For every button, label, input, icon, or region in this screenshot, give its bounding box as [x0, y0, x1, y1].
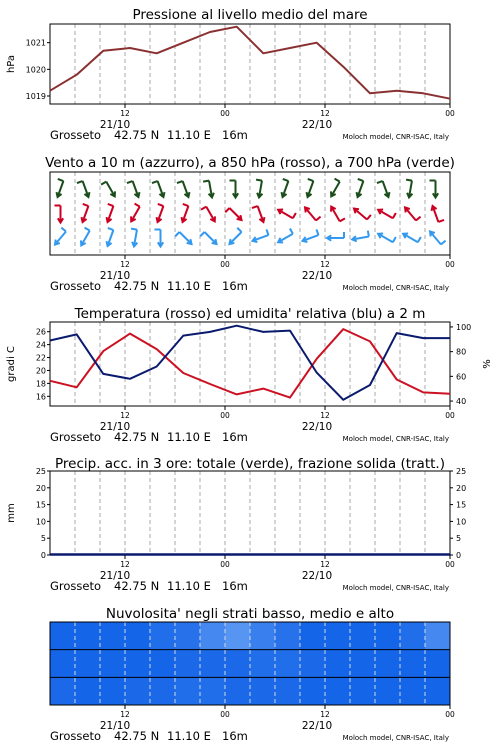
- wind-feather: [152, 181, 158, 183]
- y-axis-label: gradi C: [6, 346, 17, 382]
- cloud-cell-medio: [100, 650, 126, 678]
- y-tick-label: 1020: [25, 65, 46, 75]
- day-label: 22/10: [301, 119, 333, 131]
- wind-feather: [308, 179, 314, 181]
- wind-barb-10m: [378, 234, 396, 243]
- wind-barb-700: [331, 179, 340, 197]
- wind-barb-10m: [303, 229, 319, 242]
- wind-barb-850: [55, 206, 64, 223]
- wind-shaft: [430, 231, 441, 244]
- time-tick-label: 12: [320, 411, 330, 420]
- time-tick-label: 00: [220, 260, 230, 269]
- wind-feather: [266, 229, 268, 235]
- wind-feather: [135, 204, 140, 207]
- location-lon: 11.10 E: [167, 729, 211, 743]
- cloud-cell-alto: [425, 622, 451, 650]
- wind-shaft: [179, 232, 191, 244]
- wind-barb-10m: [55, 228, 66, 245]
- y-axis-label-right: %: [482, 359, 493, 369]
- cloud-cell-alto: [100, 622, 126, 650]
- time-tick-label: 00: [445, 411, 455, 420]
- wind-barb-850: [405, 207, 421, 220]
- model-credit: Moloch model, CNR-ISAC, Italy: [342, 435, 449, 443]
- wind-shaft: [204, 232, 216, 244]
- wind-feather: [131, 229, 137, 230]
- location-elev: 16m: [222, 729, 248, 743]
- cloud-cell-basso: [425, 677, 451, 705]
- cloud-cell-alto: [350, 622, 376, 650]
- cloud-cell-basso: [375, 677, 401, 705]
- y-tick-label: 16: [35, 392, 46, 402]
- wind-barb-850: [331, 207, 345, 222]
- model-credit: Moloch model, CNR-ISAC, Italy: [342, 133, 449, 141]
- wind-feather: [340, 218, 345, 221]
- cloud-cell-basso: [350, 677, 376, 705]
- y-tick-label: 15: [456, 500, 467, 510]
- day-label: 21/10: [99, 119, 131, 131]
- cloud-cell-alto: [125, 622, 151, 650]
- location-elev: 16m: [222, 579, 248, 593]
- wind-barb-10m: [81, 228, 90, 246]
- location-lat: 42.75 N: [114, 279, 160, 293]
- wind-barb-700: [127, 181, 140, 197]
- cloud-cell-alto: [200, 622, 226, 650]
- location-lat: 42.75 N: [114, 430, 160, 444]
- model-credit: Moloch model, CNR-ISAC, Italy: [342, 284, 449, 292]
- wind-barb-10m: [403, 234, 421, 243]
- cloud-cell-basso: [400, 677, 426, 705]
- wind-barb-700: [357, 179, 364, 197]
- wind-barb-700: [377, 181, 390, 197]
- wind-feather: [368, 231, 369, 237]
- cloud-cell-basso: [225, 677, 251, 705]
- wind-barb-10m: [200, 232, 216, 244]
- wind-barb-850: [278, 210, 296, 219]
- day-label: 22/10: [301, 270, 333, 282]
- time-tick-label: 12: [120, 710, 130, 719]
- cloud-cell-alto: [250, 622, 276, 650]
- y-tick-label: 100: [456, 322, 472, 332]
- wind-barb-850: [131, 204, 140, 222]
- wind-feather: [252, 206, 258, 208]
- wind-feather: [316, 217, 321, 221]
- wind-shaft: [354, 209, 367, 220]
- y-axis-right-3: [450, 323, 493, 406]
- location-name: Grosseto: [50, 128, 102, 142]
- wind-shaft: [55, 231, 66, 244]
- wind-barb-10m: [253, 229, 269, 242]
- panel-3: [50, 322, 450, 406]
- y-axis-right-4: [450, 467, 466, 560]
- day-label: 21/10: [99, 270, 131, 282]
- wind-barb-700: [177, 181, 190, 197]
- cloud-cell-basso: [125, 677, 151, 705]
- y-tick-label: 20: [35, 483, 46, 493]
- cloud-cell-alto: [50, 622, 76, 650]
- cloud-cell-alto: [325, 622, 351, 650]
- wind-feather: [416, 217, 421, 221]
- wind-barb-700: [152, 181, 165, 197]
- wind-feather: [101, 182, 106, 185]
- wind-barb-700: [430, 181, 439, 198]
- wind-barb-10m: [131, 229, 137, 247]
- day-label: 22/10: [301, 421, 333, 433]
- location-name: Grosseto: [50, 729, 102, 743]
- time-tick-label: 00: [445, 260, 455, 269]
- day-label: 22/10: [301, 570, 333, 582]
- cloud-cell-medio: [175, 650, 201, 678]
- location-name: Grosseto: [50, 579, 102, 593]
- day-label: 21/10: [99, 570, 131, 582]
- chart-title-5: Nuvolosita' negli strati basso, medio e alto: [105, 606, 395, 622]
- wind-feather: [441, 241, 446, 245]
- time-axis-3: [50, 406, 455, 444]
- y-axis-left-3: [6, 328, 50, 402]
- chart-title-2: Vento a 10 m (azzurro), a 850 hPa (rosso), a 700 hPa (verde): [45, 155, 455, 171]
- wind-barb-850: [354, 209, 371, 220]
- wind-feather: [108, 228, 114, 230]
- wind-feather: [201, 207, 206, 210]
- y-axis-left-1: [6, 39, 50, 101]
- location-elev: 16m: [222, 430, 248, 444]
- cloud-cell-basso: [300, 677, 326, 705]
- wind-feather: [335, 179, 340, 182]
- cloud-cell-alto: [75, 622, 101, 650]
- location-lat: 42.75 N: [114, 579, 160, 593]
- location-lat: 42.75 N: [114, 128, 160, 142]
- time-tick-label: 12: [320, 260, 330, 269]
- cloud-cell-medio: [275, 650, 301, 678]
- wind-feather: [175, 232, 179, 236]
- cloud-cell-basso: [75, 677, 101, 705]
- wind-barb-10m: [107, 228, 114, 246]
- wind-feather: [61, 228, 66, 232]
- wind-barb-10m: [229, 228, 241, 244]
- time-tick-label: 00: [220, 560, 230, 569]
- cloud-cell-medio: [425, 650, 451, 678]
- time-tick-label: 12: [320, 560, 330, 569]
- location-lat: 42.75 N: [114, 729, 160, 743]
- chart-title-4: Precip. acc. in 3 ore: totale (verde), frazione solida (tratt.): [55, 456, 445, 472]
- cloud-cell-basso: [325, 677, 351, 705]
- cloud-cell-medio: [200, 650, 226, 678]
- wind-barb-850: [82, 204, 89, 222]
- wind-shaft: [229, 208, 241, 220]
- model-credit: Moloch model, CNR-ISAC, Italy: [342, 584, 449, 592]
- cloud-cell-medio: [125, 650, 151, 678]
- wind-feather: [237, 228, 241, 232]
- cloud-cell-medio: [50, 650, 76, 678]
- cloud-cell-medio: [150, 650, 176, 678]
- cloud-cell-alto: [175, 622, 201, 650]
- cloud-cell-medio: [75, 650, 101, 678]
- cloud-cell-basso: [275, 677, 301, 705]
- y-tick-label: 20: [456, 483, 467, 493]
- wind-barb-700: [101, 182, 115, 197]
- wind-feather: [438, 220, 444, 222]
- y-tick-label: 5: [40, 534, 46, 544]
- wind-barb-10m: [155, 230, 164, 247]
- wind-feather: [393, 237, 396, 242]
- wind-barb-850: [107, 204, 114, 222]
- wind-feather: [358, 179, 364, 181]
- wind-feather: [406, 180, 412, 181]
- y-tick-label: 5: [456, 534, 462, 544]
- wind-feather: [108, 204, 114, 206]
- y-tick-label: 0: [456, 551, 462, 560]
- wind-feather: [177, 181, 183, 183]
- wind-barb-10m: [175, 232, 191, 244]
- time-tick-label: 12: [120, 109, 130, 118]
- wind-feather: [393, 213, 396, 218]
- y-tick-label: 40: [456, 397, 467, 407]
- wind-feather: [127, 181, 133, 183]
- y-tick-label: 10: [35, 517, 46, 527]
- wind-feather: [418, 237, 421, 242]
- time-axis-4: [50, 555, 455, 593]
- wind-feather: [77, 181, 83, 183]
- cloud-cell-alto: [150, 622, 176, 650]
- wind-barb-850: [378, 210, 396, 219]
- cloud-cell-basso: [150, 677, 176, 705]
- y-tick-label: 80: [456, 347, 467, 357]
- wind-feather: [183, 204, 189, 206]
- wind-barb-850: [252, 206, 265, 222]
- wind-feather: [256, 180, 262, 181]
- y-tick-label: 25: [35, 467, 46, 476]
- chart-title-1: Pressione al livello medio del mare: [132, 7, 368, 23]
- y-tick-label: 1021: [25, 38, 46, 48]
- time-tick-label: 12: [120, 411, 130, 420]
- time-tick-label: 12: [120, 260, 130, 269]
- time-tick-label: 00: [220, 109, 230, 118]
- wind-barb-700: [406, 180, 412, 198]
- wind-feather: [158, 204, 164, 206]
- wind-feather: [316, 229, 318, 235]
- wind-barb-850: [157, 204, 164, 222]
- cloud-cell-medio: [325, 650, 351, 678]
- wind-barb-700: [282, 179, 289, 197]
- day-label: 21/10: [99, 421, 131, 433]
- wind-barb-850: [432, 206, 445, 222]
- time-axis-2: [50, 255, 455, 293]
- wind-barb-700: [77, 181, 90, 197]
- cloud-cell-basso: [175, 677, 201, 705]
- day-label: 22/10: [301, 720, 333, 732]
- wind-feather: [200, 232, 204, 236]
- chart-title-3: Temperatura (rosso) ed umidita' relativa (blu) a 2 m: [74, 306, 426, 322]
- day-label: 21/10: [99, 720, 131, 732]
- location-lon: 11.10 E: [167, 430, 211, 444]
- y-tick-label: 18: [35, 379, 46, 389]
- location-lon: 11.10 E: [167, 579, 211, 593]
- time-tick-label: 12: [320, 710, 330, 719]
- time-tick-label: 00: [220, 411, 230, 420]
- y-tick-label: 22: [35, 353, 46, 363]
- y-axis-label: hPa: [6, 54, 17, 74]
- cloud-cell-basso: [100, 677, 126, 705]
- cloud-cell-alto: [375, 622, 401, 650]
- cloud-cell-medio: [350, 650, 376, 678]
- wind-barb-700: [256, 180, 262, 198]
- cloud-cell-medio: [300, 650, 326, 678]
- wind-shaft: [305, 207, 316, 220]
- time-axis-1: [50, 104, 455, 142]
- wind-barb-850: [225, 208, 241, 220]
- model-credit: Moloch model, CNR-ISAC, Italy: [342, 734, 449, 742]
- wind-feather: [203, 181, 209, 182]
- time-axis-5: [50, 705, 455, 743]
- wind-feather: [367, 215, 371, 220]
- location-name: Grosseto: [50, 279, 102, 293]
- time-tick-label: 00: [445, 109, 455, 118]
- time-tick-label: 12: [120, 560, 130, 569]
- wind-barb-10m: [278, 229, 293, 243]
- wind-barb-700: [230, 181, 239, 198]
- y-axis-label: mm: [6, 503, 17, 523]
- y-tick-label: 0: [40, 551, 46, 560]
- cloud-cell-basso: [200, 677, 226, 705]
- cloud-cell-medio: [225, 650, 251, 678]
- wind-barb-700: [203, 181, 214, 198]
- wind-barb-850: [305, 207, 321, 220]
- time-tick-label: 00: [445, 710, 455, 719]
- location-lon: 11.10 E: [167, 128, 211, 142]
- wind-barb-850: [201, 207, 215, 222]
- wind-feather: [283, 179, 289, 181]
- wind-barb-10m: [430, 231, 446, 244]
- cloud-cell-medio: [400, 650, 426, 678]
- wind-feather: [293, 213, 296, 218]
- cloud-cell-alto: [275, 622, 301, 650]
- y-axis-left-4: [6, 467, 50, 560]
- wind-barb-700: [307, 179, 314, 197]
- wind-feather: [225, 208, 229, 212]
- wind-feather: [85, 228, 90, 231]
- cloud-cell-medio: [250, 650, 276, 678]
- cloud-cell-alto: [400, 622, 426, 650]
- wind-feather: [83, 204, 89, 206]
- location-lon: 11.10 E: [167, 279, 211, 293]
- cloud-cell-alto: [300, 622, 326, 650]
- wind-barb-10m: [327, 232, 344, 241]
- cloud-cell-medio: [375, 650, 401, 678]
- cloud-cell-basso: [250, 677, 276, 705]
- wind-shaft: [405, 207, 416, 220]
- y-tick-label: 24: [35, 340, 46, 350]
- y-tick-label: 20: [35, 366, 46, 376]
- y-tick-label: 10: [456, 517, 467, 527]
- wind-feather: [290, 229, 293, 234]
- y-tick-label: 25: [456, 467, 467, 476]
- y-tick-label: 15: [35, 500, 46, 510]
- time-tick-label: 00: [220, 710, 230, 719]
- location-name: Grosseto: [50, 430, 102, 444]
- cloud-cell-basso: [50, 677, 76, 705]
- y-tick-label: 26: [35, 327, 46, 337]
- y-tick-label: 60: [456, 372, 467, 382]
- wind-barb-850: [182, 204, 189, 222]
- time-tick-label: 00: [445, 560, 455, 569]
- time-tick-label: 12: [320, 109, 330, 118]
- location-elev: 16m: [222, 128, 248, 142]
- cloud-cell-alto: [225, 622, 251, 650]
- location-elev: 16m: [222, 279, 248, 293]
- wind-feather: [58, 179, 64, 181]
- panel-4: [50, 471, 450, 555]
- wind-barb-10m: [352, 231, 369, 242]
- wind-feather: [377, 181, 383, 183]
- y-tick-label: 1019: [25, 92, 46, 101]
- wind-shaft: [229, 232, 241, 244]
- wind-barb-700: [57, 179, 64, 197]
